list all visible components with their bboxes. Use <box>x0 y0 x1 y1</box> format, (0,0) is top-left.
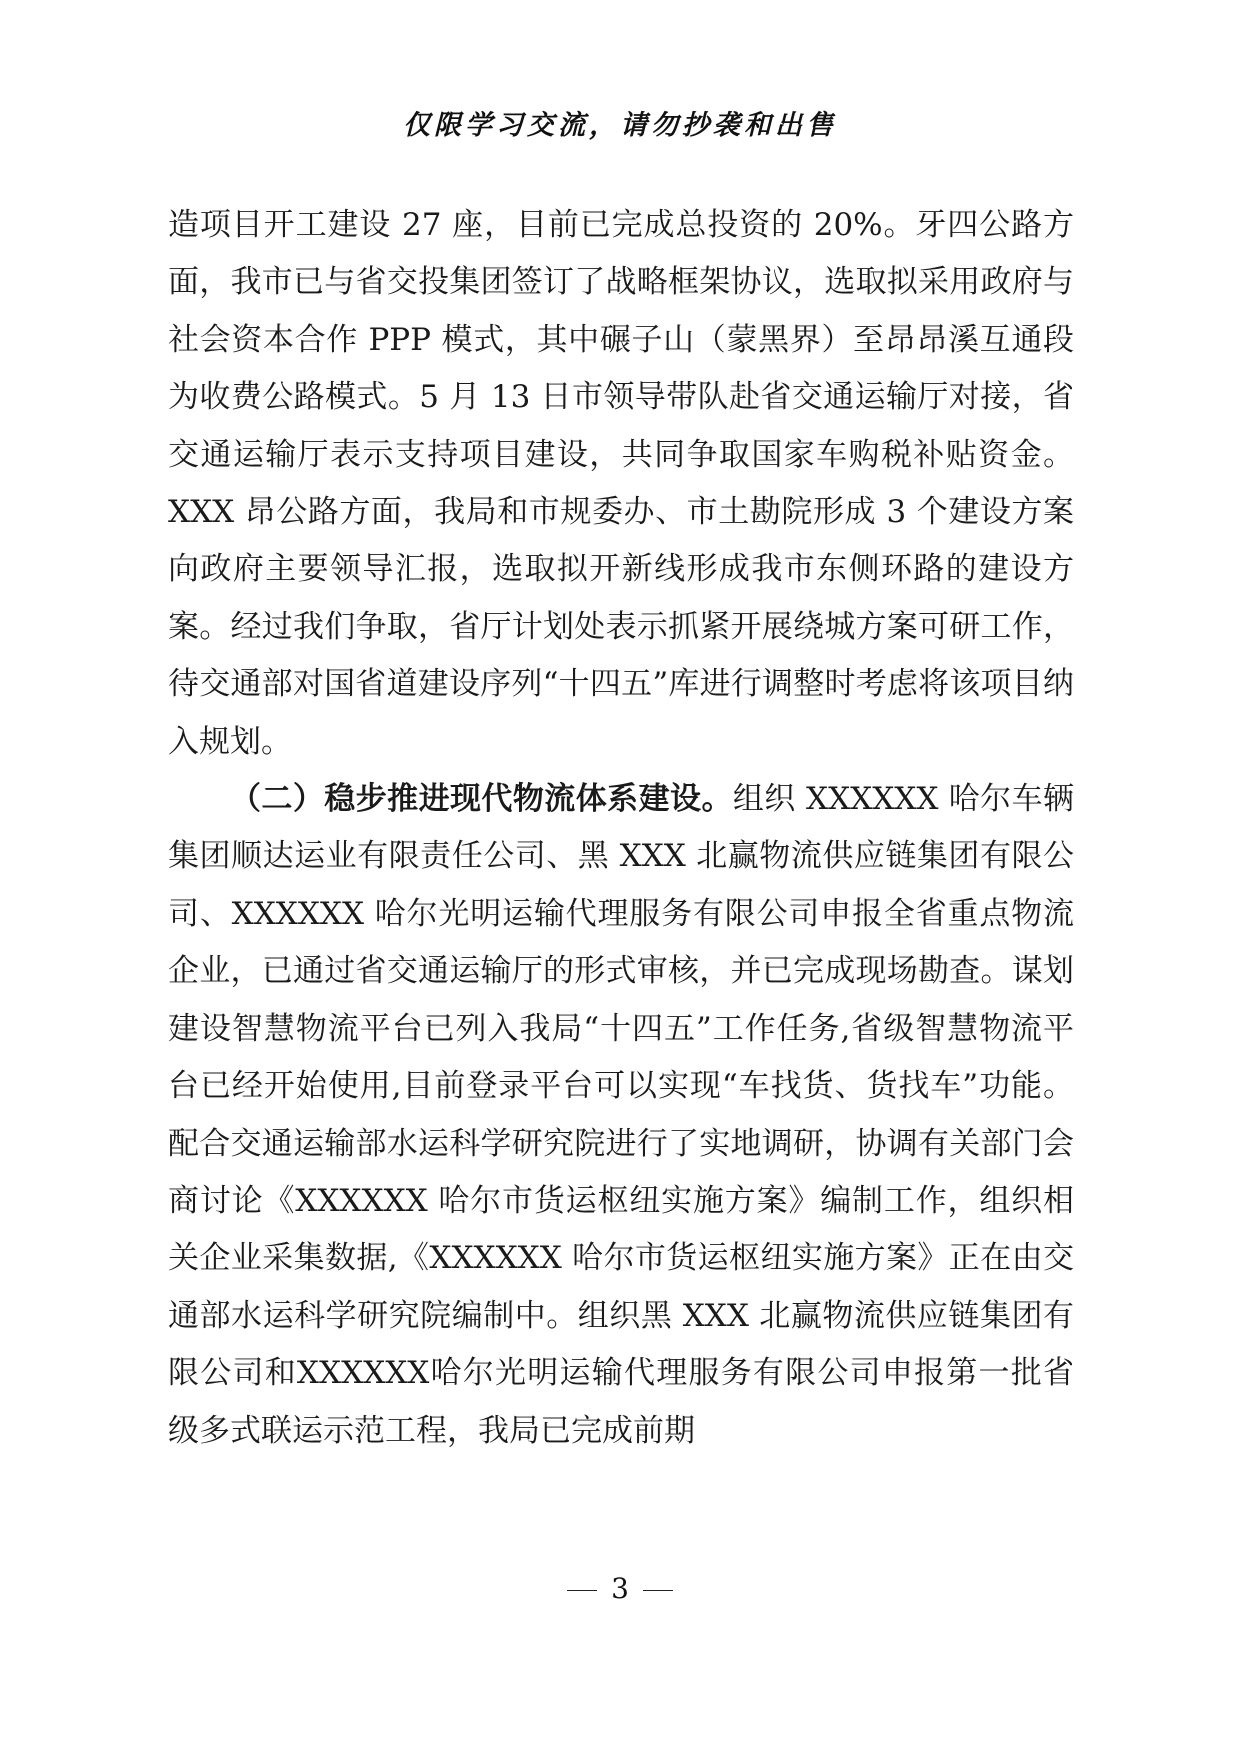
page-footer <box>0 1572 1240 1605</box>
body-paragraph: 造项目开工建设 27 座，目前已完成总投资的 20%。牙四公路方面，我市已与省交投集团签订了战略框架协议，选取拟采用政府与社会资本合作 PPP 模式，其中碾子山（蒙黑界）至昂昂溪互通段为收费公路模式。5 月 13 日市领导带队赴省交通运输厅对接，省交通运输厅表示支持项目建设，共同争取国家车购税补贴资金。XXX 昂公路方面，我局和市规委办、市土勘院形成 3 个建设方案向政府主要领导汇报，选取拟开新线形成我市东侧环路的建设方案。经过我们争取，省厅计划处表示抓紧开展绕城方案可研工作，待交通部对国省道建设序列“十四五”库进行调整时考虑将该项目纳入规划。 <box>168 207 1074 760</box>
document-body <box>168 197 1074 1460</box>
footer-dash-left <box>567 1590 597 1591</box>
section-heading: （二）稳步推进现代物流体系建设。 <box>230 781 733 818</box>
body-paragraph <box>168 771 1074 1460</box>
footer-dash-right <box>643 1590 673 1591</box>
page-number: 3 <box>611 1572 629 1605</box>
page-header-notice: 仅限学习交流，请勿抄袭和出售 <box>403 110 837 141</box>
section-text: 组织 XXXXXX 哈尔车辆集团顺达运业有限责任公司、黑 XXX 北赢物流供应链集团有限公司、XXXXXX 哈尔光明运输代理服务有限公司申报全省重点物流企业，已通过省交通运输厅的形式审核，并已完成现场勘查。谋划建设智慧物流平台已列入我局“十四五”工作任务,省级智慧物流平台已经开始使用,目前登录平台可以实现“车找货、货找车”功能。配合交通运输部水运科学研究院进行了实地调研，协调有关部门会商讨论《XXXXXX 哈尔市货运枢纽实施方案》编制工作，组织相关企业采集数据,《XXXXXX 哈尔市货运枢纽实施方案》正在由交通部水运科学研究院编制中。组织黑 XXX 北赢物流供应链集团有限公司和XXXXXX哈尔光明运输代理服务有限公司申报第一批省级多式联运示范工程，我局已完成前期 <box>168 781 1075 1449</box>
